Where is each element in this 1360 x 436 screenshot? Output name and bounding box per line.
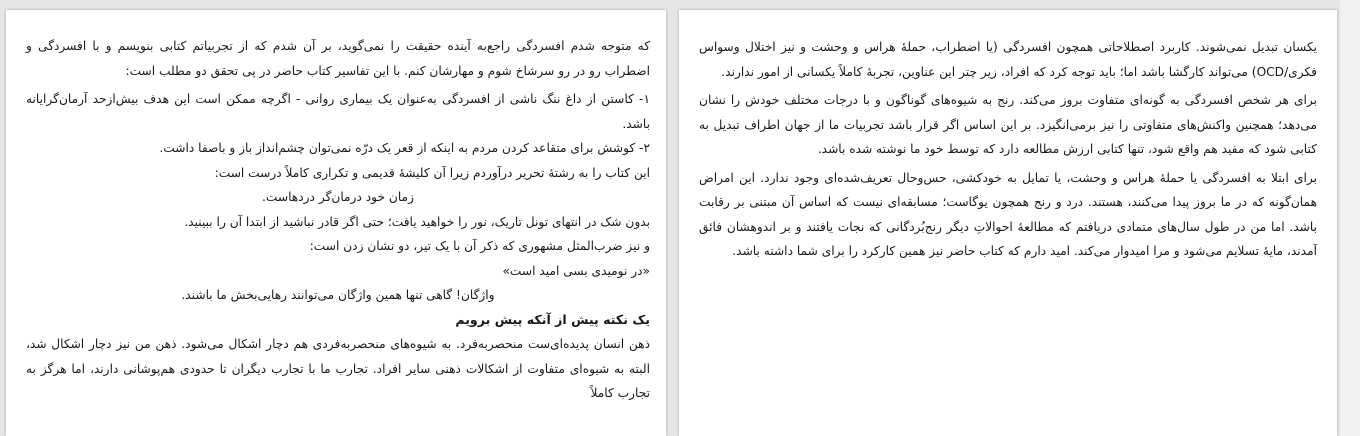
- left-page-text: [26, 34, 650, 406]
- paragraph: بدون شک در انتهای تونل تاریک، نور را خواهید یافت؛ حتی اگر قادر نباشید از ابتدا آن را ببینید.: [184, 214, 650, 229]
- quote-line: زمان خود درمان‌گر دردهاست.: [262, 190, 414, 204]
- list-item-1: ۱- کاستن از داغ ننگ ناشی از افسردگی به‌عنوان یک بیماری روانی - اگرچه ممکن است این هدف بیش‌ازحد آرمان‌گرایانه باشد.: [26, 92, 650, 131]
- paragraph: واژگان! گاهی تنها همین واژگان می‌توانند رهایی‌بخش ما باشند.: [181, 288, 495, 302]
- paragraph: این کتاب را به رشتهٔ تحریر درآوردم زیرا آن کلیشهٔ قدیمی و تکراری کاملاً درست است:: [214, 165, 650, 180]
- vertical-scrollbar[interactable]: [1340, 0, 1360, 436]
- right-page: [679, 10, 1337, 436]
- paragraph: که متوجه شدم افسردگی راجع‌به آینده حقیقت را نمی‌گوید، بر آن شدم که از تجربیاتم کتابی بنویسم و با افسردگی و اضطراب رو در رو سرشاخ شوم و مهارشان کنم. با این تفاسیر کتاب حاضر در پی تحقق دو مطلب است:: [26, 39, 650, 78]
- paragraph: یکسان تبدیل نمی‌شوند. کاربرد اصطلاحاتی همچون افسردگی (یا اضطراب، حملهٔ هراس و وحشت و نیز اختلال وسواس فکری/OCD) می‌تواند کارگشا باشد اما؛ باید توجه کرد که افراد، زیر چتر این عناوین، تجربهٔ کاملاً یکسانی از امور ندارند.: [699, 40, 1317, 79]
- proverb-line: «در نومیدی بسی امید است»: [502, 263, 650, 278]
- paragraph: برای هر شخص افسردگی به گونه‌ای متفاوت بروز می‌کند. رنج به شیوه‌های گوناگون و با درجات مختلف خودش را نشان می‌دهد؛ همچنین واکنش‌های متفاوتی را نیز برمی‌انگیزد. بر این اساس اگر قرار باشد تجربیات ما از جهان اطراف تبدیل به کتابی شود که مفید هم واقع شود، تنها کتابی ارزش مطالعه دارد که توسط خود ما نوشته شده باشد.: [699, 93, 1317, 156]
- right-page-text: [699, 35, 1317, 264]
- section-heading: یک نکته پیش از آنکه پیش برویم: [455, 311, 650, 327]
- paragraph: و نیز ضرب‌المثل مشهوری که ذکر آن با یک تیر، دو نشان زدن است:: [309, 239, 650, 253]
- paragraph: ذهن انسان پدیده‌ای‌ست منحصربه‌فرد. به شیوه‌های منحصربه‌فردی هم دچار اشکال می‌شود. ذهن من نیز دچار اشکال شد، البته به شیوه‌ای متفاوت از اشکالات ذهنی سایر افراد. تجارب ما با تجارب دیگران تا حدودی هم‌پوشانی دارند، اما هرگز به تجارب کاملاً: [26, 337, 650, 400]
- left-page: [6, 10, 666, 436]
- list-item-2: ۲- کوشش برای متقاعد کردن مردم به اینکه از قعر یک درّه نمی‌توان چشم‌انداز باز و باصفا داشت.: [159, 141, 650, 155]
- paragraph: برای ابتلا به افسردگی یا حملهٔ هراس و وحشت، یا تمایل به خودکشی، حس‌وحال تعریف‌شده‌ای وجود ندارد. این امراض همان‌گونه که در ما بروز پیدا می‌کنند، هستند. درد و رنج همچون یوگاست؛ مسابقه‌ای نیست که اساس آن مبتنی بر رقابت باشد. اما من در طول سال‌های متمادی دریافتم که مطالعهٔ احوالاتِ دیگر رنج‌بُردگانی که نجات یافتند و بر اندوهشان فائق آمدند، مایهٔ تسلایم می‌شود و مرا امیدوار می‌کند. امید دارم که کتاب حاضر نیز همین کارکرد را برای شما داشته باشد.: [699, 170, 1317, 258]
